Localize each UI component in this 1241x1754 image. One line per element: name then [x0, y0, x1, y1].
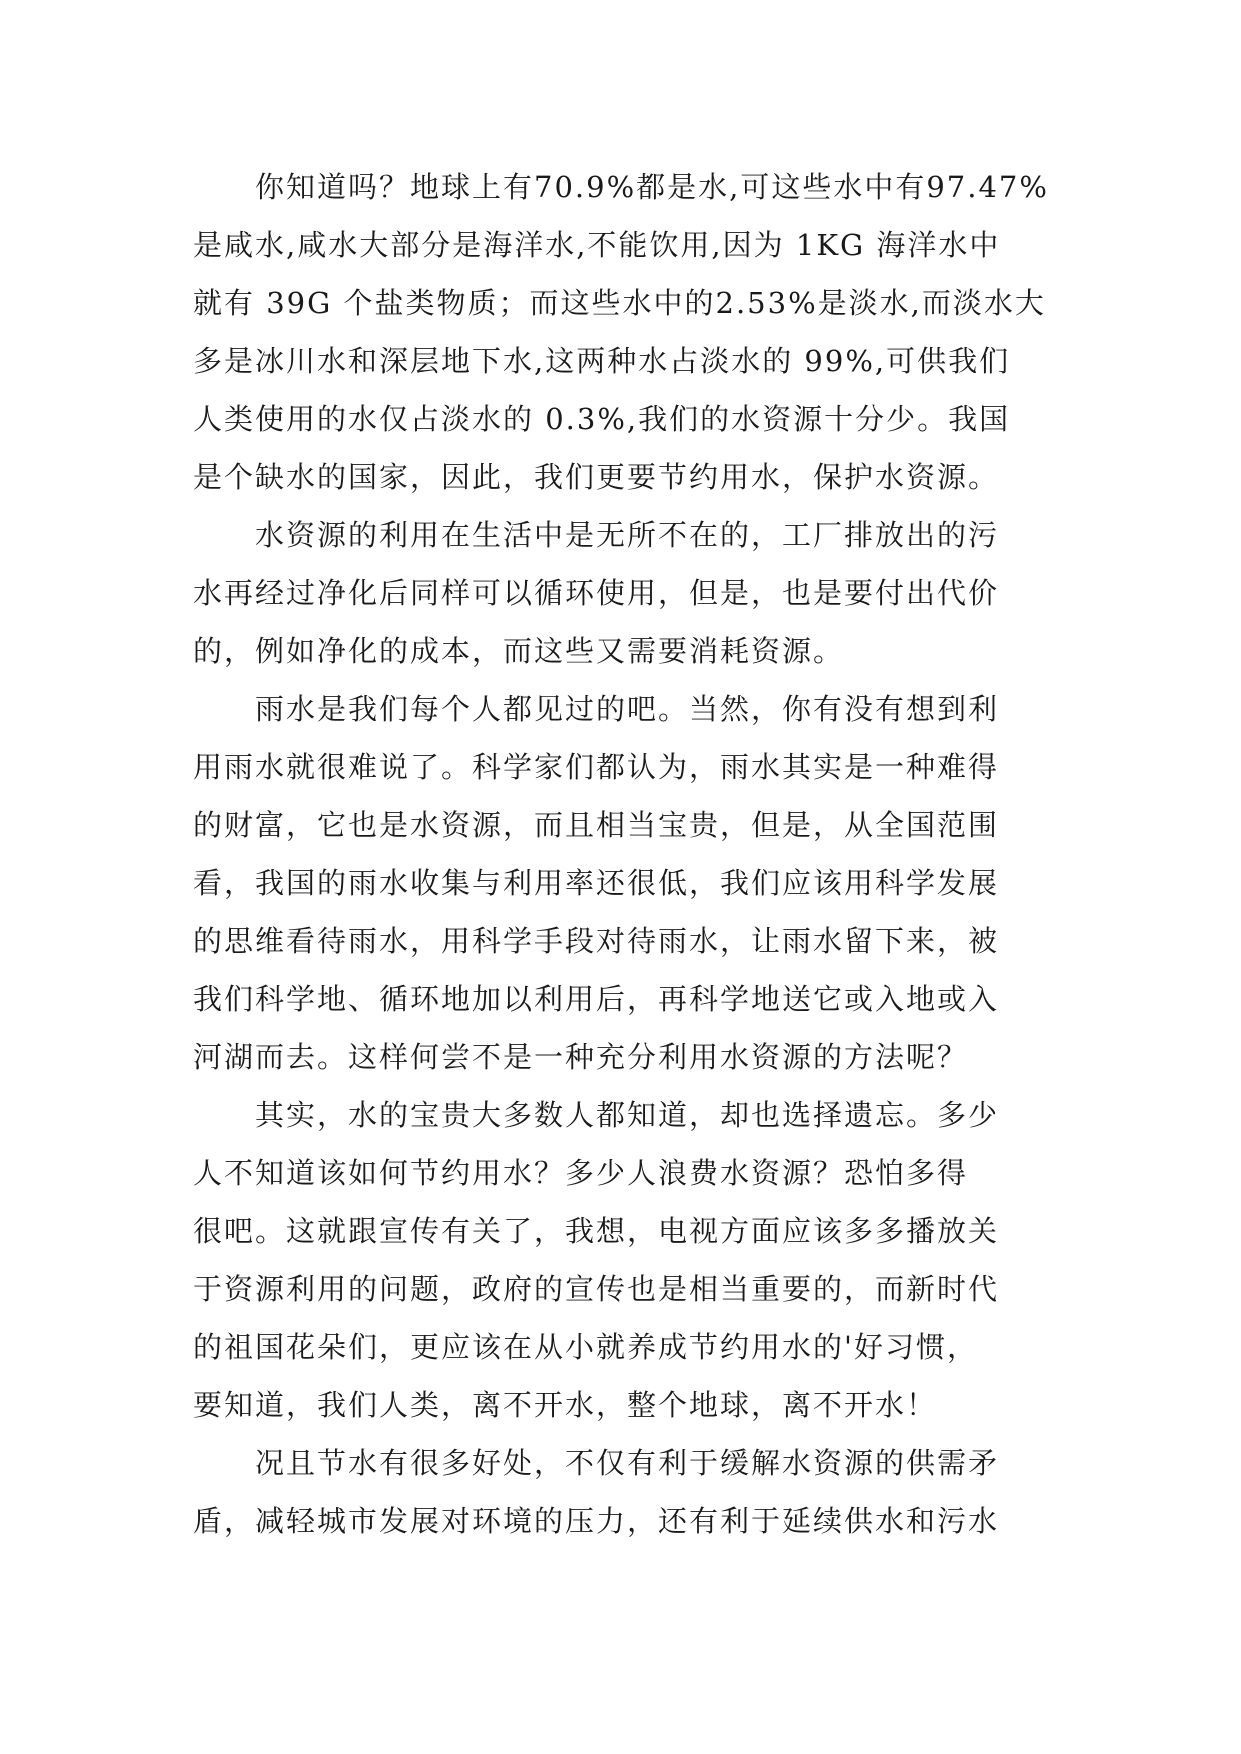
text-line: 人不知道该如何节约用水？多少人浪费水资源？恐怕多得 [193, 1156, 969, 1190]
text-line: 的祖国花朵们，更应该在从小就养成节约用水的'好习惯， [193, 1330, 978, 1364]
text-line: 就有 39G 个盐类物质；而这些水中的2.53%是淡水,而淡水大 [193, 286, 1046, 320]
text-line: 的思维看待雨水，用科学手段对待雨水，让雨水留下来，被 [193, 924, 1000, 958]
text-line: 是咸水,咸水大部分是海洋水,不能饮用,因为 1KG 海洋水中 [193, 228, 1001, 262]
text-line: 的，例如净化的成本，而这些又需要消耗资源。 [193, 634, 845, 668]
text-line: 河湖而去。这样何尝不是一种充分利用水资源的方法呢？ [193, 1040, 969, 1074]
paragraph-1 [193, 158, 1073, 506]
paragraph-3 [193, 680, 1073, 1086]
text-line: 水资源的利用在生活中是无所不在的，工厂排放出的污 [255, 518, 1000, 552]
paragraph-4 [193, 1086, 1073, 1434]
text-line: 于资源利用的问题，政府的宣传也是相当重要的，而新时代 [193, 1272, 1000, 1306]
text-line: 很吧。这就跟宣传有关了，我想，电视方面应该多多播放关 [193, 1214, 1000, 1248]
paragraph-2 [193, 506, 1073, 680]
text-line: 况且节水有很多好处，不仅有利于缓解水资源的供需矛 [255, 1446, 1000, 1480]
paragraph-5 [193, 1434, 1073, 1550]
text-line: 的财富，它也是水资源，而且相当宝贵，但是，从全国范围 [193, 808, 1000, 842]
text-line: 水再经过净化后同样可以循环使用，但是，也是要付出代价 [193, 576, 1000, 610]
document-body [193, 158, 1073, 1550]
text-line: 用雨水就很难说了。科学家们都认为，雨水其实是一种难得 [193, 750, 1000, 784]
text-line: 看，我国的雨水收集与利用率还很低，我们应该用科学发展 [193, 866, 1000, 900]
text-line: 盾，减轻城市发展对环境的压力，还有利于延续供水和污水 [193, 1504, 1000, 1538]
text-line: 人类使用的水仅占淡水的 0.3%,我们的水资源十分少。我国 [193, 402, 1011, 436]
text-line: 要知道，我们人类，离不开水，整个地球，离不开水！ [193, 1388, 938, 1422]
text-line: 多是冰川水和深层地下水,这两种水占淡水的 99%,可供我们 [193, 344, 1011, 378]
text-line: 是个缺水的国家，因此，我们更要节约用水，保护水资源。 [193, 460, 1000, 494]
text-line: 其实，水的宝贵大多数人都知道，却也选择遗忘。多少 [255, 1098, 1000, 1132]
text-line: 雨水是我们每个人都见过的吧。当然，你有没有想到利 [255, 692, 1000, 726]
text-line: 我们科学地、循环地加以利用后，再科学地送它或入地或入 [193, 982, 1000, 1016]
text-line: 你知道吗？地球上有70.9%都是水,可这些水中有97.47% [255, 170, 1049, 204]
